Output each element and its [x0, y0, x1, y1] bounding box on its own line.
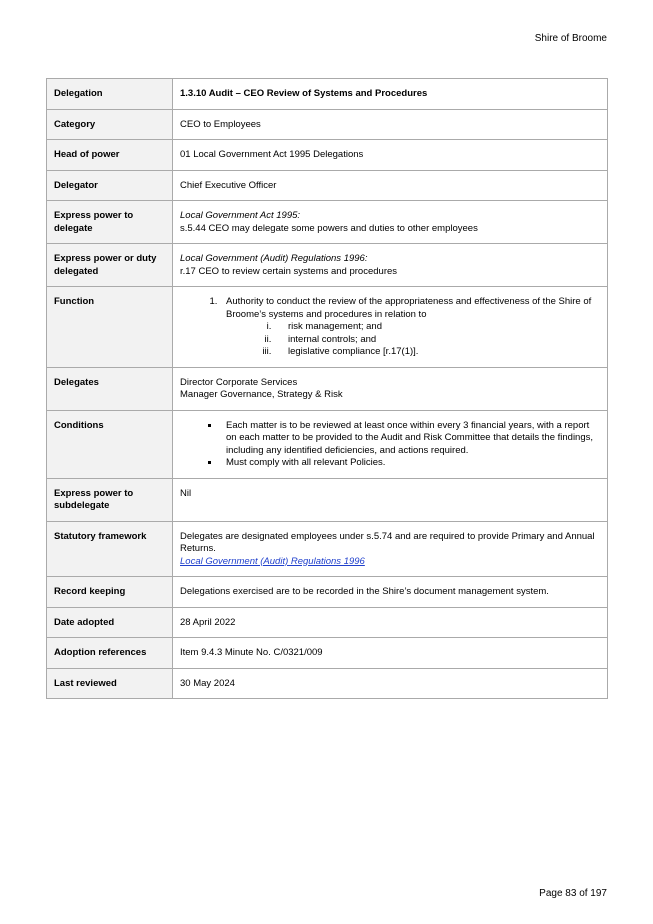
- conditions-list: [180, 420, 600, 470]
- row-express-power: [47, 201, 608, 244]
- function-item: [220, 296, 600, 359]
- condition-item: ▪ Each matter is to be reviewed at least once within every 3 financial years, with a report on each matter to be provided to the Audit and Risk Committee that details the findings, including any identified deficiencies, and actions required.: [220, 420, 600, 458]
- row-head-of-power: [47, 140, 608, 171]
- express-power-duty-act: Local Government (Audit) Regulations 1996:: [180, 253, 368, 264]
- row-adoption-references: [47, 638, 608, 669]
- delegation-table: [46, 78, 608, 699]
- label-delegator: Delegator: [47, 170, 173, 201]
- label-conditions: Conditions: [47, 410, 173, 478]
- label-adoption-references: Adoption references: [47, 638, 173, 669]
- row-statutory: [47, 521, 608, 577]
- express-power-duty-text: r.17 CEO to review certain systems and procedures: [180, 265, 398, 277]
- label-head-of-power: Head of power: [47, 140, 173, 171]
- value-category: CEO to Employees: [173, 109, 608, 140]
- row-delegation: [47, 79, 608, 110]
- value-head-of-power: 01 Local Government Act 1995 Delegations: [173, 140, 608, 171]
- value-express-power: [173, 201, 608, 244]
- value-express-power-duty: [173, 244, 608, 287]
- row-delegates: [47, 367, 608, 410]
- value-delegator: Chief Executive Officer: [173, 170, 608, 201]
- delegate-line: Manager Governance, Strategy & Risk: [180, 389, 343, 400]
- row-function: [47, 287, 608, 368]
- condition-item: ▪ Must comply with all relevant Policies.: [220, 457, 600, 470]
- value-adoption-references: Item 9.4.3 Minute No. C/0321/009: [173, 638, 608, 669]
- value-function: [173, 287, 608, 368]
- header-org: Shire of Broome: [534, 33, 607, 44]
- value-last-reviewed: 30 May 2024: [173, 668, 608, 699]
- express-power-text: s.5.44 CEO may delegate some powers and duties to other employees: [180, 222, 478, 234]
- express-power-act: Local Government Act 1995:: [180, 210, 301, 221]
- value-statutory: [173, 521, 608, 577]
- label-category: Category: [47, 109, 173, 140]
- statutory-link[interactable]: Local Government (Audit) Regulations 1996: [180, 555, 365, 567]
- row-conditions: [47, 410, 608, 478]
- row-express-power-duty: [47, 244, 608, 287]
- label-statutory: Statutory framework: [47, 521, 173, 577]
- label-delegation: Delegation: [47, 79, 173, 110]
- value-delegates: [173, 367, 608, 410]
- row-last-reviewed: [47, 668, 608, 699]
- value-conditions: [173, 410, 608, 478]
- label-delegates: Delegates: [47, 367, 173, 410]
- function-subitem: ii. internal controls; and: [274, 334, 600, 347]
- label-express-power: Express power to delegate: [47, 201, 173, 244]
- label-subdelegate: Express power to subdelegate: [47, 478, 173, 521]
- value-subdelegate: Nil: [173, 478, 608, 521]
- function-sublist: [226, 321, 600, 359]
- label-record-keeping: Record keeping: [47, 577, 173, 608]
- value-record-keeping: Delegations exercised are to be recorded in the Shire’s document management system.: [173, 577, 608, 608]
- row-date-adopted: [47, 607, 608, 638]
- row-category: [47, 109, 608, 140]
- label-date-adopted: Date adopted: [47, 607, 173, 638]
- row-subdelegate: [47, 478, 608, 521]
- function-subitem: iii. legislative compliance [r.17(1)].: [274, 346, 600, 359]
- row-record-keeping: [47, 577, 608, 608]
- row-delegator: [47, 170, 608, 201]
- delegate-line: Director Corporate Services: [180, 376, 298, 388]
- value-date-adopted: 28 April 2022: [173, 607, 608, 638]
- statutory-text: Delegates are designated employees under s.5.74 and are required to provide Primary and Annual Returns.: [180, 530, 595, 554]
- label-function: Function: [47, 287, 173, 368]
- function-item-text: Authority to conduct the review of the appropriateness and effectiveness of the Shire of Broome’s systems and procedures in relation to: [226, 296, 592, 320]
- label-last-reviewed: Last reviewed: [47, 668, 173, 699]
- page-number: Page 83 of 197: [539, 888, 607, 899]
- value-delegation: 1.3.10 Audit – CEO Review of Systems and Procedures: [173, 79, 608, 110]
- function-list: [180, 296, 600, 359]
- function-subitem: i. risk management; and: [274, 321, 600, 334]
- label-express-power-duty: Express power or duty delegated: [47, 244, 173, 287]
